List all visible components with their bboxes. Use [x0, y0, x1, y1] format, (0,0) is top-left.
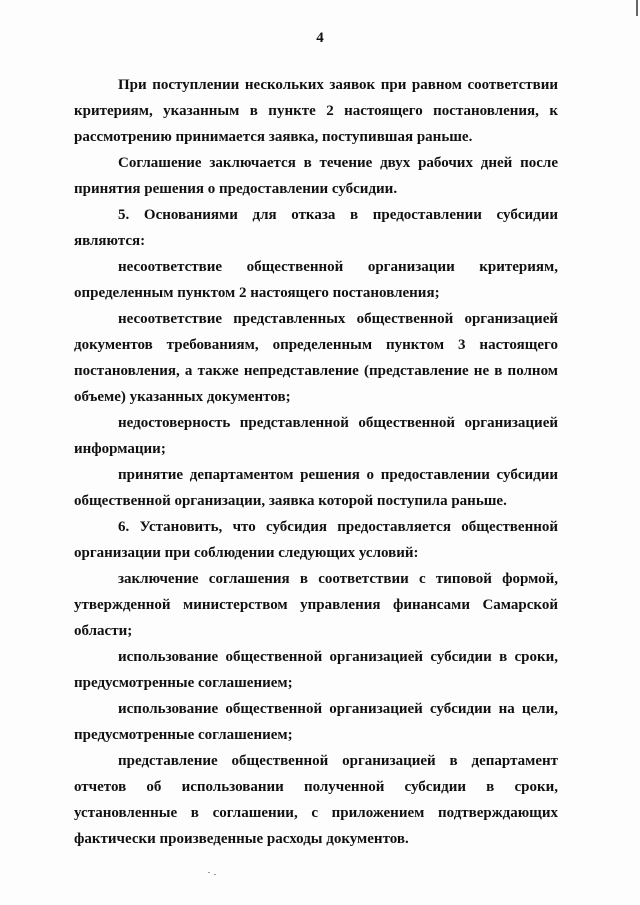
- page-number: 4: [316, 30, 324, 46]
- paragraph-criteria-mismatch: несоответствие общественной организации критериям, определенным пунктом 2 настоящего постановления;: [74, 259, 558, 301]
- paragraph-use-for-purpose: использование общественной организацией субсидии на цели, предусмотренные соглашением;: [74, 701, 558, 743]
- paragraph-use-on-time: использование общественной организацией субсидии в сроки, предусмотренные соглашением;: [74, 649, 558, 691]
- scan-edge-mark: [636, 0, 638, 16]
- paragraph-documents-mismatch: несоответствие представленных общественной организацией документов требованиям, определенным пунктом 3 настоящего постановления, а также непредставление (представление не в полном объеме) указанных документов;: [74, 311, 558, 405]
- paragraph-subsidy-conditions: 6. Установить, что субсидия предоставляется общественной организации при соблюдении следующих условий:: [74, 519, 558, 561]
- paragraph-reporting: представление общественной организацией в департамент отчетов об использовании полученной субсидии в сроки, установленные в соглашении, с приложением подтверждающих фактически произведенные расходы документов.: [74, 753, 558, 847]
- paragraph-unreliable-info: недостоверность представленной общественной организацией информации;: [74, 415, 558, 457]
- paragraph-prior-decision: принятие департаментом решения о предоставлении субсидии общественной организации, заявка которой поступила раньше.: [74, 467, 558, 509]
- paragraph-equal-criteria: При поступлении нескольких заявок при равном соответствии критериям, указанным в пункте 2 настоящего постановления, к рассмотрению принимается заявка, поступившая раньше.: [74, 77, 558, 145]
- scan-speck: [208, 872, 210, 873]
- document-body: [74, 72, 558, 852]
- paragraph-refusal-grounds: 5. Основаниями для отказа в предоставлении субсидии являются:: [74, 207, 558, 249]
- paragraph-agreement-term: Соглашение заключается в течение двух рабочих дней после принятия решения о предоставлении субсидии.: [74, 155, 558, 197]
- scan-speck: [214, 874, 216, 875]
- paragraph-agreement-form: заключение соглашения в соответствии с типовой формой, утвержденной министерством управления финансами Самарской области;: [74, 571, 558, 639]
